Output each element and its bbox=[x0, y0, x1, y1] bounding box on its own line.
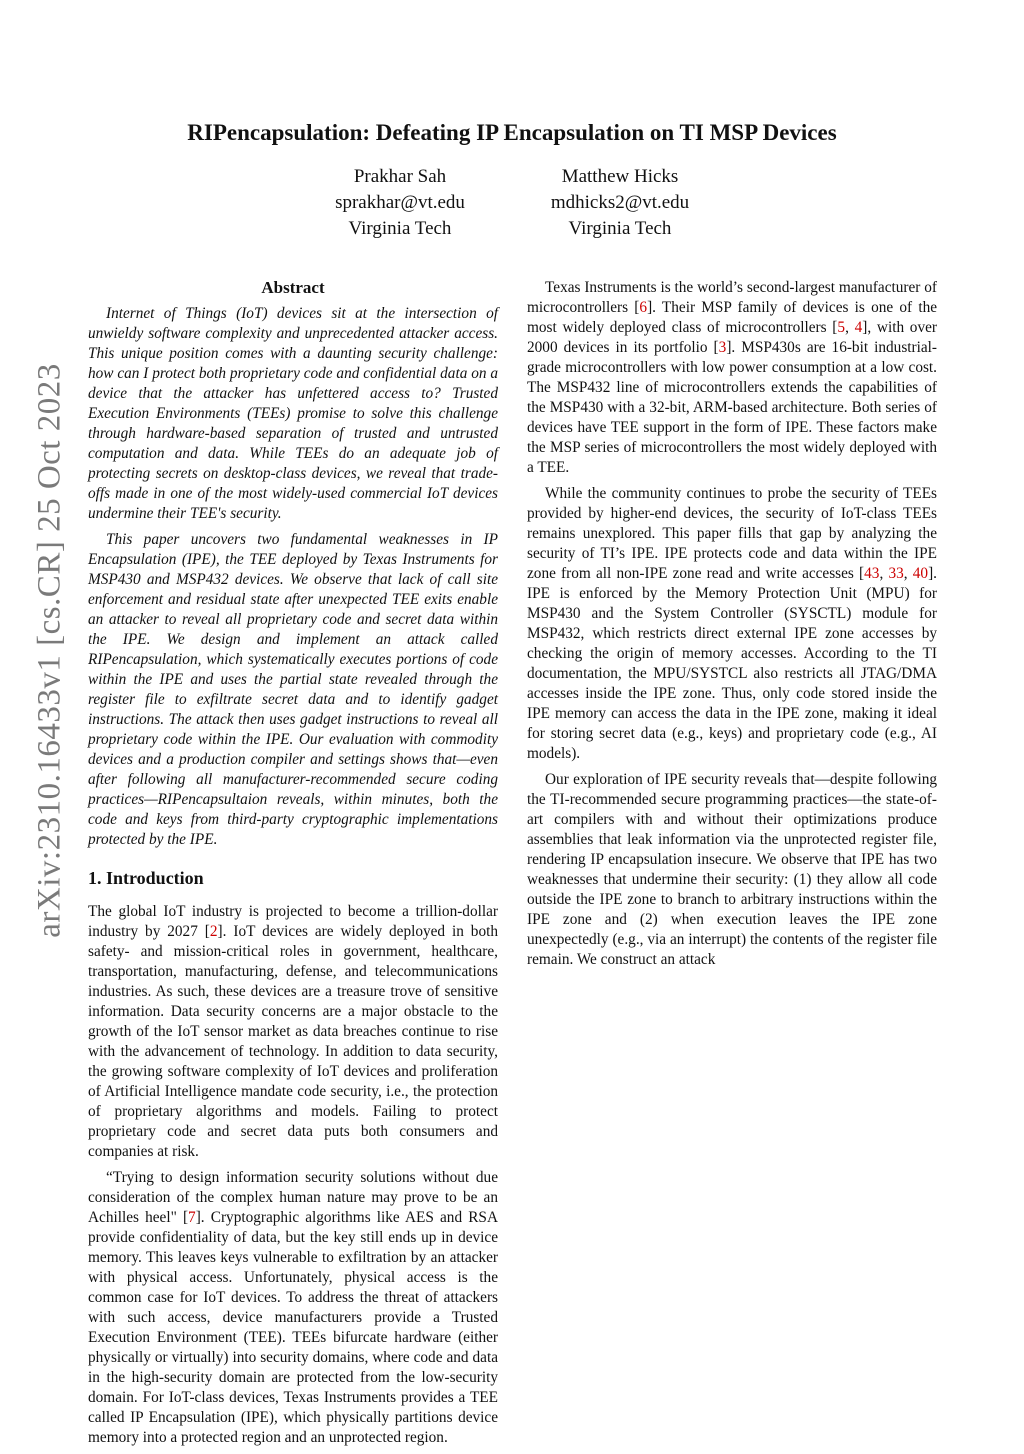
arxiv-id: arXiv:2310.16433v1 [cs.CR] 25 Oct 2023 bbox=[31, 362, 68, 938]
citation-link[interactable]: 5 bbox=[837, 319, 846, 336]
citation-link[interactable]: 6 bbox=[639, 299, 648, 316]
citation-link[interactable]: 7 bbox=[188, 1209, 196, 1226]
abstract-heading: Abstract bbox=[261, 278, 325, 297]
intro-paragraph: Our exploration of IPE security reveals that—despite following the TI-recommended secure programming practices—the state-of-art compilers with and without their optimizations produce assemblies that leak information via the unprotected register file, rendering IP encapsulation insecure. We observe that IPE has two weaknesses that undermine their security: (1) they allow all code outside the IPE zone to branch to arbitrary instructions within the IPE zone and (2) when execution leaves the IPE zone unexpectedly (e.g., via an interrupt) the contents of the register file remain. We construct an attack bbox=[527, 771, 937, 968]
citation-link[interactable]: 33 bbox=[888, 565, 904, 582]
author-name: Prakhar Sah bbox=[353, 166, 447, 187]
author-affiliation: Virginia Tech bbox=[348, 218, 452, 239]
author-affiliation: Virginia Tech bbox=[568, 218, 672, 239]
citation-link[interactable]: 4 bbox=[854, 319, 863, 336]
author-email: mdhicks2@vt.edu bbox=[550, 192, 690, 213]
author-email: sprakhar@vt.edu bbox=[335, 192, 465, 213]
section-heading: 1. Introduction bbox=[88, 868, 204, 888]
intro-paragraph: Texas Instruments is the world’s second-largest manufacturer of microcontrollers [6]. Their MSP family of devices is one of the most widely deployed class of microcontrollers [5, 4], with over 2000 devices in its portfolio [3]. MSP430s are 16-bit industrial-grade microcontrollers with low power consumption at a low cost. The MSP432 line of microcontrollers extends the capabilities of the MSP430 with a 32-bit, ARM-based architecture. Both series of devices have TEE support in the form of IPE. These factors make the MSP series of microcontrollers the most widely deployed with a TEE. bbox=[527, 279, 938, 476]
right-column bbox=[527, 278, 937, 976]
intro-paragraph: The global IoT industry is projected to become a trillion-dollar industry by 2027 [2]. IoT devices are widely deployed in both safety- and mission-critical roles in government, healthcare, transportation, manufacturing, defense, and telecommunications industries. As such, these devices are a treasure trove of sensitive information. Data security concerns are a major obstacle to the growth of the IoT sensor market as data breaches continue to rise with the advancement of technology. In addition to data security, the growing software complexity of IoT devices and proliferation of Artificial Intelligence mandate code security, i.e., the protection of proprietary algorithms and models. Failing to protect proprietary code and secret data puts both consumers and companies at risk. bbox=[88, 903, 498, 1160]
intro-paragraph: “Trying to design information security solutions without due consideration of the complex human nature may prove to be an Achilles heel" [7]. Cryptographic algorithms like AES and RSA provide confidentiality of data, but the key still ends up in device memory. This leaves keys vulnerable to exfiltration by an attacker with physical access. Unfortunately, physical access is the common case for IoT devices. To address the threat of attackers with such access, device manufacturers provide a Trusted Execution Environment (TEE). TEEs bifurcate hardware (either physically or virtually) into security domains, where code and data in the high-security domain are protected from the low-security domain. For IoT-class devices, Texas Instruments provides a TEE called IP Encapsulation (IPE), which physically partitions device memory into a protected region and an unprotected region. bbox=[88, 1169, 498, 1446]
author-1 bbox=[320, 164, 480, 242]
citation-link[interactable]: 3 bbox=[718, 339, 727, 356]
intro-paragraph: While the community continues to probe the security of TEEs provided by higher-end devices, the security of IoT-class TEEs remains unexplored. This paper fills that gap by analyzing the security of TI’s IPE. IPE protects code and data within the IPE zone from all non-IPE zone read and write accesses [43, 33, 40]. IPE is enforced by the Memory Protection Unit (MPU) for MSP430 and the System Controller (SYSCTL) module for MSP432, which restricts direct external IPE zone accesses by checking the origin of memory accesses. According to the TI documentation, the MPU/SYSTCL also restricts all JTAG/DMA accesses inside the IPE zone. Thus, only code stored inside the IPE memory can access the data in the IPE zone, making it ideal for storing secret data (e.g., keys) and proprietary code (e.g., AI models). bbox=[527, 485, 937, 762]
author-2 bbox=[530, 164, 710, 242]
citation-link[interactable]: 2 bbox=[209, 923, 218, 940]
paper-title: RIPencapsulation: Defeating IP Encapsulation on TI MSP Devices bbox=[187, 120, 837, 145]
left-column bbox=[88, 278, 498, 1454]
citation-link[interactable]: 43 bbox=[864, 565, 880, 582]
arxiv-stamp bbox=[20, 350, 80, 950]
abstract-paragraph: Internet of Things (IoT) devices sit at the intersection of unwieldy software complexity and unprecedented attacker access. This unique position comes with a daunting security challenge: how can I protect both proprietary code and confidential data on a device that the attacker has unfettered access to? Trusted Execution Environments (TEEs) promise to solve this challenge through hardware-based separation of trusted and untrusted computation and data. While TEEs do an adequate job of protecting secrets on desktop-class devices, we reveal that trade-offs made in one of the most widely-used commercial IoT devices undermine their TEE's security. bbox=[88, 305, 498, 522]
citation-link[interactable]: 40 bbox=[912, 565, 929, 582]
author-name: Matthew Hicks bbox=[561, 166, 679, 187]
abstract-paragraph: This paper uncovers two fundamental weaknesses in IP Encapsulation (IPE), the TEE deployed by Texas Instruments for MSP430 and MSP432 devices. We observe that lack of call site enforcement and residual state after unexpected TEE exits enable an attacker to reveal all proprietary code and secret data within the IPE. We design and implement an attack called RIPencapsulation, which systematically executes portions of code within the IPE and uses the partial state revealed through the register file to exfiltrate secret data and to identify gadget instructions. The attack then uses gadget instructions to reveal all proprietary code within the IPE. Our evaluation with commodity devices and a production compiler and settings shows that—even after following all manufacturer-recommended secure coding practices—RIPencapsultaion reveals, within minutes, both the code and keys from third-party cryptographic implementations protected by the IPE. bbox=[88, 531, 498, 848]
